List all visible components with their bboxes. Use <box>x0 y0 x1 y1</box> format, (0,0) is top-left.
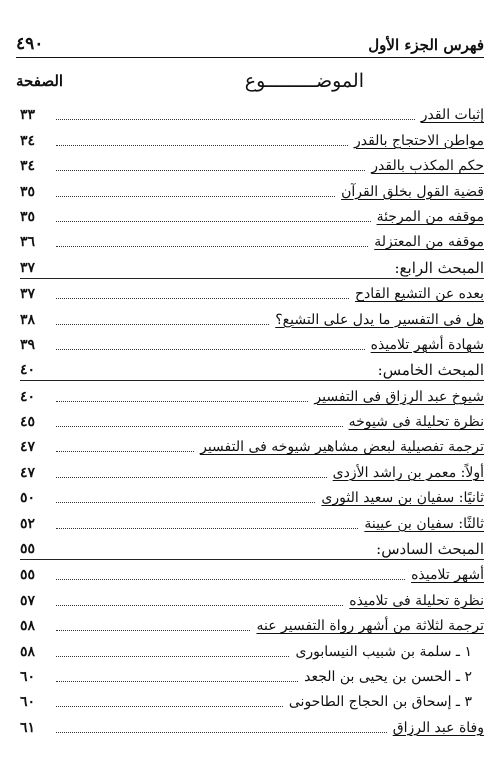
dot-leader <box>56 681 298 682</box>
toc-entry-title: نظرة تحليلة فى تلاميذه <box>349 592 484 609</box>
toc-entry-title: أشهر تلاميذه <box>411 567 484 584</box>
toc-entry-title: ترجمة لثلاثة من أشهر رواة التفسير عنه <box>256 618 484 635</box>
dot-leader <box>56 579 405 580</box>
dot-leader <box>56 656 289 657</box>
toc-entry-title: ٢ ـ الحسن بن يحيى بن الجعد <box>304 668 472 685</box>
dot-leader <box>56 246 368 247</box>
toc-section-heading <box>20 355 484 381</box>
toc-entry <box>20 202 484 227</box>
toc-entry-title: شهادة أشهر تلاميذه <box>370 336 484 353</box>
toc-entry-title: أولاً: معمر بن راشد الأزدى <box>332 464 484 481</box>
dot-leader <box>56 630 250 631</box>
toc-entry-page: ٣٣ <box>20 107 36 124</box>
toc-entry-title: المبحث الرابع: <box>394 258 484 277</box>
toc-entry-title: المبحث الخامس: <box>377 361 484 380</box>
toc-entry-page: ٣٥ <box>20 183 36 200</box>
toc-entry-page: ٣٤ <box>20 158 36 175</box>
toc-entry-page: ٣٤ <box>20 132 36 149</box>
toc-section-heading <box>20 252 484 278</box>
toc-entry-title: قضية القول بخلق القرآن <box>341 183 484 200</box>
running-title: فهرس الجزء الأول <box>368 36 484 54</box>
toc-entry <box>20 330 484 355</box>
toc-entry-title: إثبات القدر <box>420 107 484 124</box>
toc-entry <box>20 585 484 610</box>
toc-entry <box>20 508 484 533</box>
table-of-contents <box>20 100 484 738</box>
toc-entry <box>20 636 484 661</box>
dot-leader <box>56 451 194 452</box>
page-number: ٤٩٠ <box>16 34 44 54</box>
toc-entry-page: ٥٨ <box>20 643 36 660</box>
dot-leader <box>56 145 348 146</box>
toc-entry-page: ٦٠ <box>20 668 36 685</box>
dot-leader <box>56 528 358 529</box>
toc-entry-title: ٣ ـ إسحاق بن الحجاج الطاحونى <box>288 694 472 711</box>
toc-entry-page: ٤٧ <box>20 439 36 456</box>
dot-leader <box>56 196 335 197</box>
dot-leader <box>56 221 371 222</box>
toc-entry-title: بعده عن التشيع القادح <box>354 286 484 303</box>
toc-entry-title: ثانيًا: سفيان بن سعيد الثورى <box>321 490 484 507</box>
toc-entry <box>20 151 484 176</box>
column-headers <box>16 64 484 98</box>
toc-entry <box>20 457 484 482</box>
dot-leader <box>56 401 308 402</box>
toc-entry-page: ٣٩ <box>20 336 36 353</box>
toc-entry-page: ٣٧ <box>20 259 36 276</box>
dot-leader <box>56 732 387 733</box>
toc-entry-page: ٤٠ <box>20 388 36 405</box>
toc-entry <box>20 483 484 508</box>
toc-entry-title: مواطن الاحتجاج بالقدر <box>353 132 484 149</box>
toc-entry <box>20 687 484 712</box>
toc-entry-page: ٤٧ <box>20 464 36 481</box>
dot-leader <box>56 324 269 325</box>
toc-entry-title: ترجمة تفصيلية لبعض مشاهير شيوخه فى التفسير <box>200 439 484 456</box>
toc-entry-page: ٥٠ <box>20 490 36 507</box>
dot-leader <box>56 706 283 707</box>
toc-entry-title: حكم المكذب بالقدر <box>371 158 484 175</box>
dot-leader <box>56 426 343 427</box>
dot-leader <box>56 298 349 299</box>
toc-entry-page: ٣٧ <box>20 286 36 303</box>
toc-entry-title: المبحث السادس: <box>376 540 484 559</box>
toc-entry-page: ٥٢ <box>20 515 36 532</box>
toc-entry <box>20 662 484 687</box>
dot-leader <box>56 349 365 350</box>
toc-entry-page: ٦١ <box>20 719 36 736</box>
toc-entry <box>20 279 484 304</box>
toc-entry <box>20 407 484 432</box>
topic-column-header: الموضـــــــــوع <box>244 70 364 92</box>
toc-entry <box>20 712 484 737</box>
toc-entry-page: ٣٦ <box>20 234 36 251</box>
toc-entry-title: وفاة عبد الرزاق <box>392 719 484 736</box>
toc-entry <box>20 125 484 150</box>
toc-entry-title: موقفه من المرجئة <box>376 208 484 225</box>
toc-entry-page: ٣٥ <box>20 208 36 225</box>
toc-entry-title: موقفه من المعتزلة <box>374 234 484 251</box>
toc-entry-page: ٦٠ <box>20 694 36 711</box>
toc-entry-page: ٥٥ <box>20 567 36 584</box>
toc-entry-page: ٤٠ <box>20 362 36 379</box>
toc-entry <box>20 560 484 585</box>
dot-leader <box>56 477 327 478</box>
toc-entry-title: ١ ـ سلمة بن شبيب النيسابورى <box>295 643 472 660</box>
dot-leader <box>56 502 315 503</box>
toc-entry <box>20 432 484 457</box>
toc-entry-title: ثالثًا: سفيان بن عيينة <box>364 515 484 532</box>
toc-entry-title: شيوخ عبد الرزاق فى التفسير <box>314 388 484 405</box>
dot-leader <box>56 119 415 120</box>
toc-entry <box>20 227 484 252</box>
toc-entry <box>20 176 484 201</box>
toc-entry-title: هل فى التفسير ما يدل على التشيع؟ <box>275 311 484 328</box>
toc-entry-page: ٣٨ <box>20 311 36 328</box>
toc-entry-page: ٥٥ <box>20 541 36 558</box>
toc-entry <box>20 611 484 636</box>
toc-entry-page: ٥٨ <box>20 618 36 635</box>
toc-entry <box>20 304 484 329</box>
running-header <box>16 30 484 58</box>
toc-entry <box>20 381 484 406</box>
toc-entry-page: ٤٥ <box>20 414 36 431</box>
page-column-header: الصفحة <box>16 72 64 90</box>
dot-leader <box>56 605 343 606</box>
toc-entry-page: ٥٧ <box>20 592 36 609</box>
dot-leader <box>56 170 365 171</box>
toc-entry <box>20 100 484 125</box>
toc-entry-title: نظرة تحليلة فى شيوخه <box>348 414 484 431</box>
toc-section-heading <box>20 534 484 560</box>
